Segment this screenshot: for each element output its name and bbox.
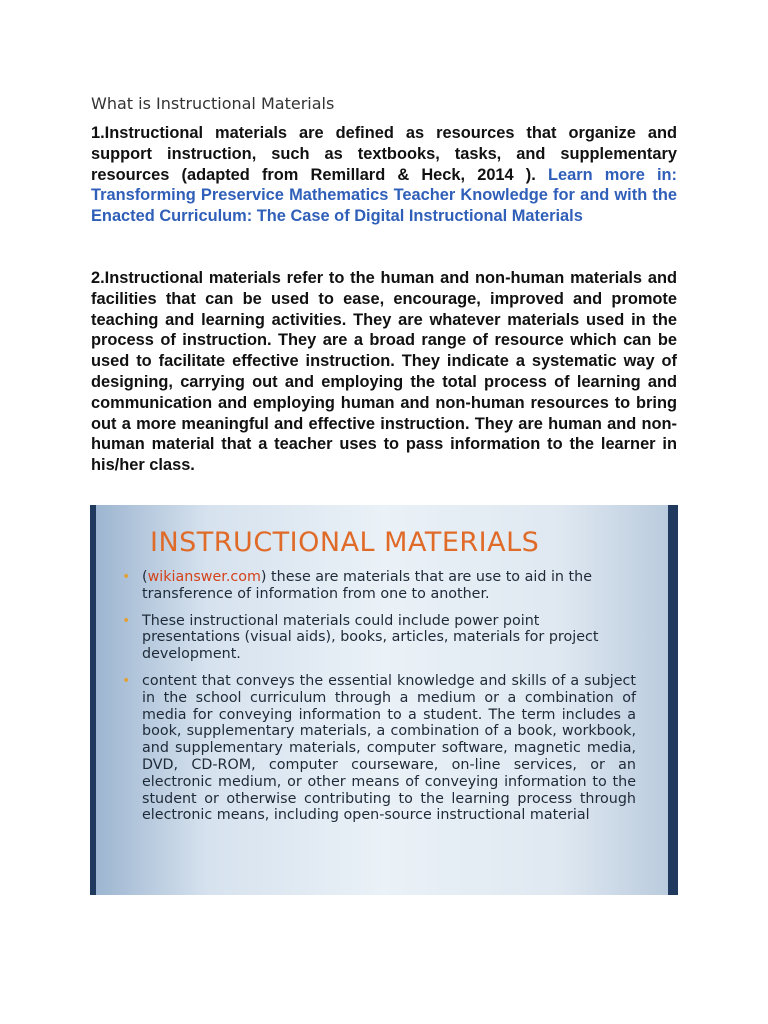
- bullet-1-text: these are materials that are use to aid in the transference of information from one to another.: [142, 569, 592, 602]
- bullet-dot-icon: •: [122, 672, 131, 689]
- bullet-1-close-paren: ): [260, 569, 267, 585]
- slide-left-bar: [90, 505, 96, 895]
- bullet-2-text: These instructional materials could include power point presentations (visual aids), books, articles, materials for project development.: [142, 612, 599, 663]
- slide-title: INSTRUCTIONAL MATERIALS: [150, 527, 540, 558]
- slide-bullet-list: [122, 569, 636, 834]
- paragraph-1: [91, 123, 677, 227]
- slide-bullet-2: [122, 613, 636, 663]
- slide-image: [90, 505, 678, 895]
- bullet-dot-icon: •: [122, 569, 131, 585]
- bullet-1-open-paren: (: [142, 569, 148, 585]
- slide-right-bar: [668, 505, 678, 895]
- paragraph-1-text: 1.Instructional materials are defined as resources that organize and support instruction, such as textbooks, tasks, and supplementary resources (adapted from Remillard & Heck, 2014 ).: [91, 124, 677, 184]
- learn-more-link[interactable]: Learn more in: Transforming Preservice Mathematics Teacher Knowledge for and with the Enacted Curriculum: The Case of Digital Instructional Materials: [91, 165, 677, 226]
- slide-bullet-3: [122, 673, 636, 824]
- slide-bullet-1: [122, 569, 636, 603]
- page-heading: What is Instructional Materials: [91, 94, 335, 113]
- paragraph-2: 2.Instructional materials refer to the human and non-human materials and facilities that can be used to ease, encourage, improved and promote teaching and learning activities. They are whatever materials used in the process of instruction. They are a broad range of resource which can be used to facilitate effective instruction. They indicate a systematic way of designing, carrying out and employing the total process of learning and communication and employing human and non-human resources to bring out a more meaningful and effective instruction. They are human and non-human material that a teacher uses to pass information to the learner in his/her class.: [91, 269, 677, 475]
- bullet-dot-icon: •: [122, 612, 131, 629]
- bullet-3-text: content that conveys the essential knowledge and skills of a subject in the school curriculum through a medium or a combination of media for conveying information to a student. The term includes a book, supplementary materials, a combination of a book, workbook, and supplementary materials, computer software, magnetic media, DVD, CD-ROM, computer courseware, on-line services, or an electronic medium, or other means of conveying information to the student or otherwise contributing to the learning process through electronic means, including open-source instructional material: [142, 672, 636, 824]
- bullet-1-source: wikianswer.com: [147, 569, 261, 585]
